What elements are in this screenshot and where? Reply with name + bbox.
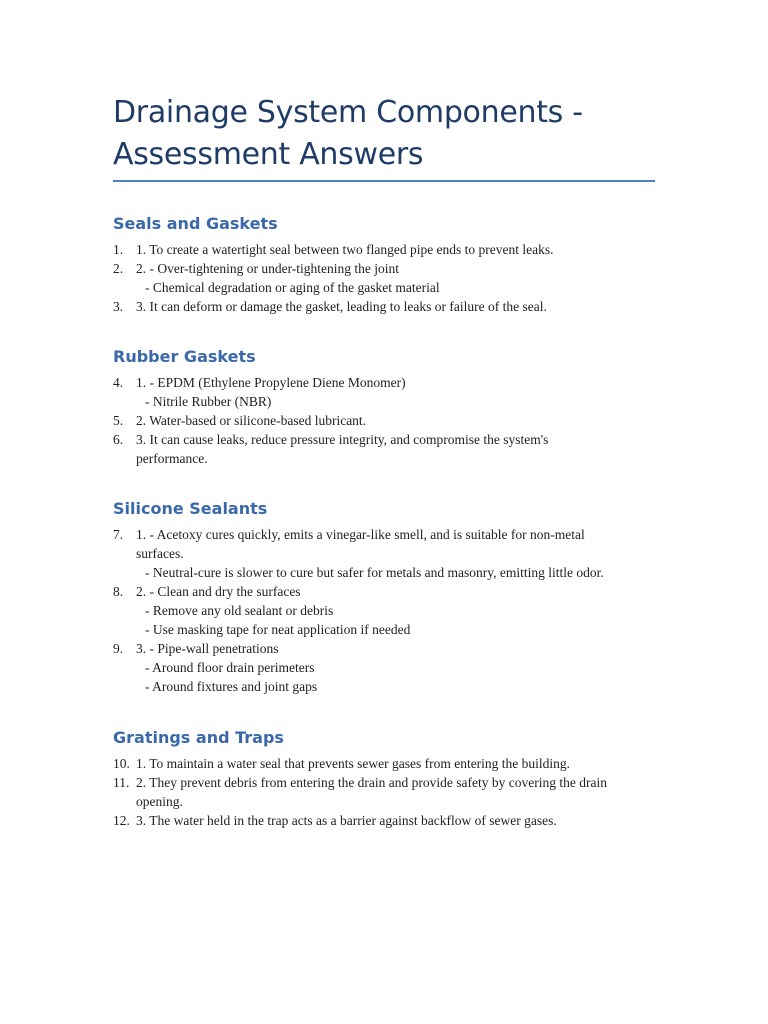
item-subpoint: - Chemical degradation or aging of the gasket material <box>145 280 440 295</box>
item-number: 12. <box>113 813 130 828</box>
item-subpoint: - Around fixtures and joint gaps <box>145 679 318 694</box>
item-text: 2. - Over-tightening or under-tightening the joint <box>136 261 400 276</box>
item-text: 2. They prevent debris from entering the drain and provide safety by covering the drain <box>136 775 607 790</box>
section-heading: Rubber Gaskets <box>113 347 256 366</box>
answer-list <box>113 754 673 830</box>
title-line-1: Drainage System Components - <box>113 95 583 130</box>
section-rubber-gaskets <box>113 346 673 468</box>
item-text: 3. - Pipe-wall penetrations <box>136 641 279 656</box>
item-text: 1. - EPDM (Ethylene Propylene Diene Monomer) <box>136 375 406 390</box>
item-text: 3. The water held in the trap acts as a barrier against backflow of sewer gases. <box>136 813 557 828</box>
item-number: 7. <box>113 527 124 542</box>
item-text-continuation: performance. <box>136 451 208 466</box>
item-number: 4. <box>113 375 124 390</box>
section-heading: Seals and Gaskets <box>113 214 278 233</box>
item-text: 2. Water-based or silicone-based lubricant. <box>136 413 367 428</box>
list-item <box>113 240 673 259</box>
page-title <box>113 92 658 176</box>
list-item <box>113 525 673 582</box>
item-text-continuation: surfaces. <box>136 546 184 561</box>
list-item <box>113 639 673 696</box>
list-item <box>113 582 673 639</box>
list-item <box>113 754 673 773</box>
item-text: 1. To create a watertight seal between two flanged pipe ends to prevent leaks. <box>136 242 554 257</box>
item-text: 1. To maintain a water seal that prevents sewer gases from entering the building. <box>136 756 571 771</box>
list-item <box>113 430 673 468</box>
list-item <box>113 373 673 411</box>
item-subpoint: - Around floor drain perimeters <box>145 660 315 675</box>
item-text: 3. It can deform or damage the gasket, leading to leaks or failure of the seal. <box>136 299 547 314</box>
item-number: 10. <box>113 756 130 771</box>
item-text: 3. It can cause leaks, reduce pressure integrity, and compromise the system's <box>136 432 549 447</box>
item-number: 9. <box>113 641 124 656</box>
item-number: 11. <box>113 775 130 790</box>
item-number: 1. <box>113 242 124 257</box>
item-number: 5. <box>113 413 124 428</box>
item-text: 1. - Acetoxy cures quickly, emits a vinegar-like smell, and is suitable for non-metal <box>136 527 585 542</box>
answer-list <box>113 240 673 316</box>
item-subpoint: - Neutral-cure is slower to cure but safer for metals and masonry, emitting little odor. <box>145 565 604 580</box>
list-item <box>113 259 673 297</box>
title-divider <box>113 180 655 182</box>
item-number: 3. <box>113 299 124 314</box>
list-item <box>113 773 673 811</box>
item-subpoint: - Nitrile Rubber (NBR) <box>145 394 272 409</box>
item-subpoint: - Use masking tape for neat application if needed <box>145 622 411 637</box>
answer-list <box>113 373 673 468</box>
item-text-continuation: opening. <box>136 794 183 809</box>
section-gratings-and-traps <box>113 727 673 830</box>
title-line-2: Assessment Answers <box>113 137 424 172</box>
answer-list <box>113 525 673 696</box>
section-silicone-sealants <box>113 498 673 696</box>
item-number: 6. <box>113 432 124 447</box>
section-heading: Gratings and Traps <box>113 728 284 747</box>
item-subpoint: - Remove any old sealant or debris <box>145 603 334 618</box>
list-item <box>113 411 673 430</box>
section-heading: Silicone Sealants <box>113 499 268 518</box>
item-number: 8. <box>113 584 124 599</box>
item-number: 2. <box>113 261 124 276</box>
item-text: 2. - Clean and dry the surfaces <box>136 584 301 599</box>
list-item <box>113 811 673 830</box>
list-item <box>113 297 673 316</box>
section-seals-and-gaskets <box>113 213 673 316</box>
